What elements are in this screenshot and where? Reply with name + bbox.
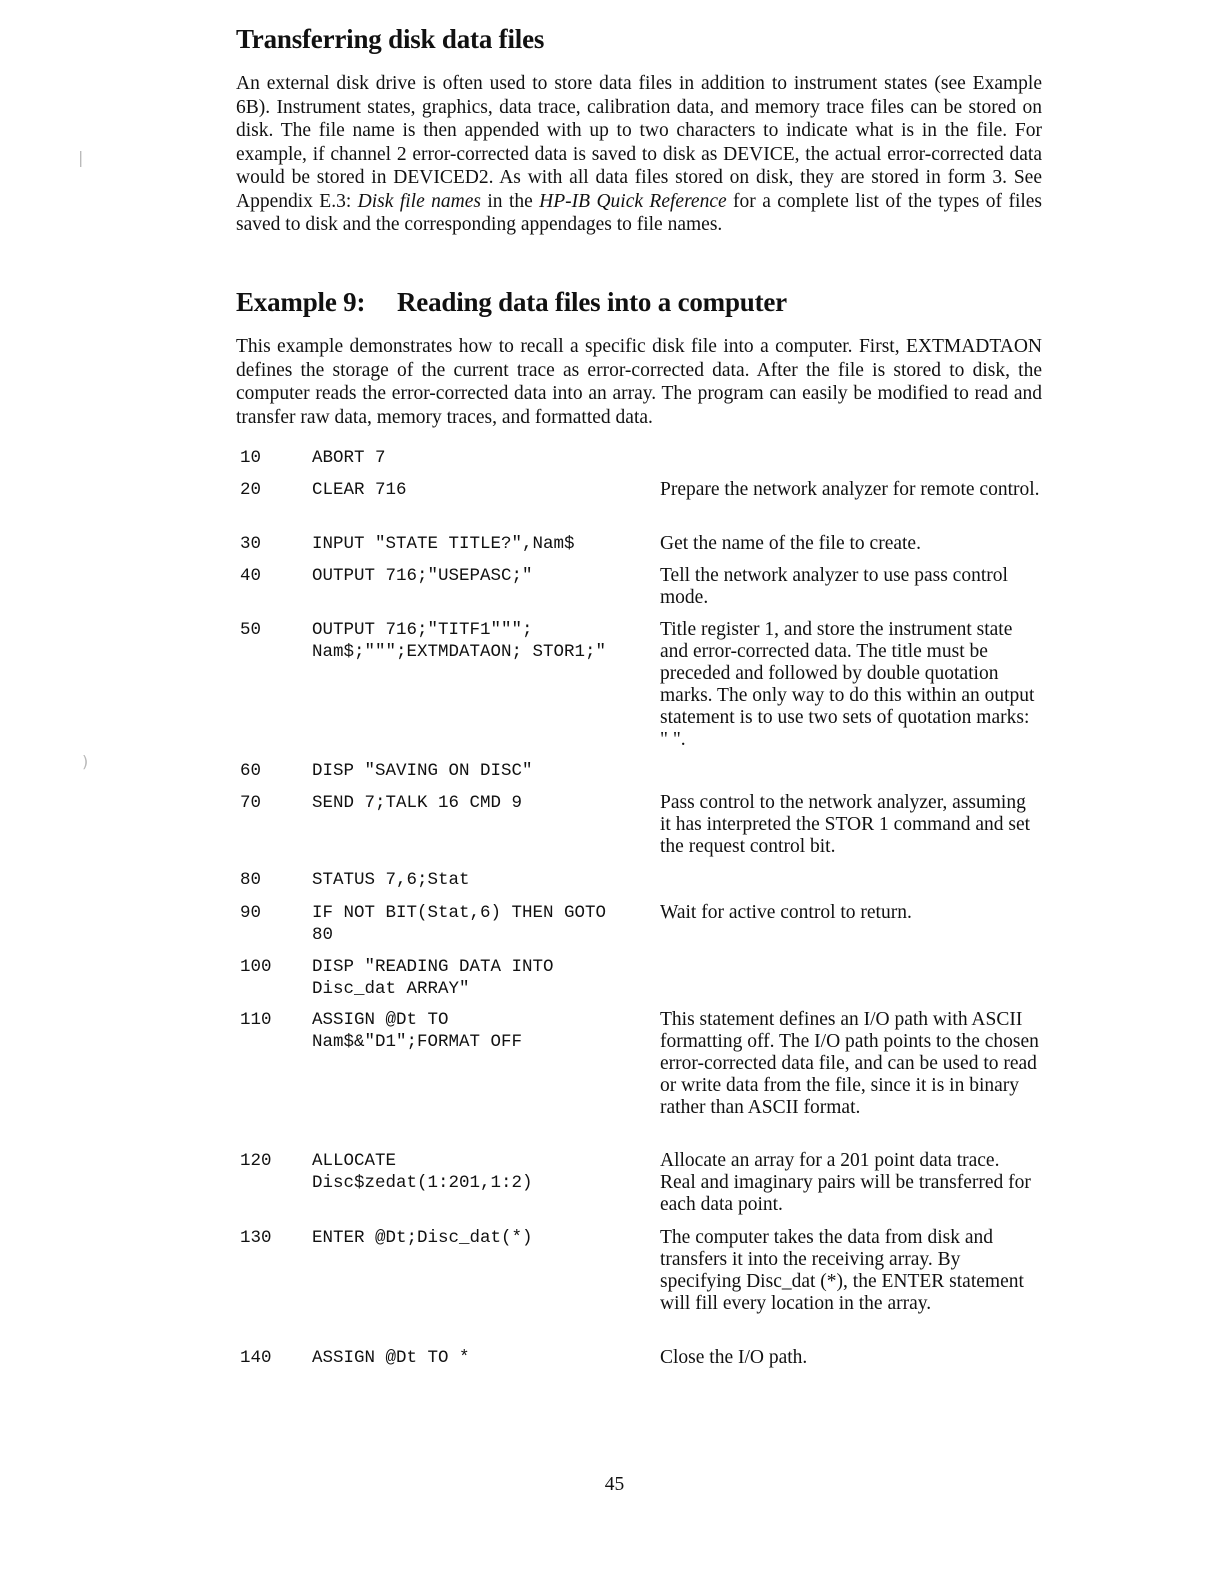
- line-description: Pass control to the network analyzer, assuming it has interpreted the STOR 1 command and set the request control bit.: [660, 792, 1031, 857]
- line-description: The computer takes the data from disk and transfers it into the receiving array. By specifying Disc_dat (*), the ENTER statement will fill every location in the array.: [660, 1227, 1024, 1314]
- code-statement: ABORT 7: [312, 448, 386, 468]
- page-number: 45: [604, 1474, 625, 1495]
- line-number: 120: [240, 1151, 272, 1171]
- line-number: 60: [240, 761, 262, 781]
- code-statement: ENTER @Dt;Disc_dat(*): [312, 1228, 533, 1248]
- code-statement: DISP "SAVING ON DISC": [312, 761, 533, 781]
- section-heading-transferring: Transferring disk data files: [236, 24, 545, 54]
- code-statement: ASSIGN @Dt TO Nam$&"D1";FORMAT OFF: [312, 1010, 523, 1052]
- line-description: Allocate an array for a 201 point data trace. Real and imaginary pairs will be transferred for each data point.: [660, 1150, 1031, 1215]
- code-statement: CLEAR 716: [312, 480, 407, 500]
- line-description: Get the name of the file to create.: [660, 533, 921, 554]
- line-number: 110: [240, 1010, 272, 1030]
- code-statement: OUTPUT 716;"USEPASC;": [312, 566, 533, 586]
- line-description: Prepare the network analyzer for remote control.: [660, 479, 1040, 500]
- line-number: 40: [240, 566, 262, 586]
- line-number: 140: [240, 1348, 272, 1368]
- line-number: 70: [240, 793, 262, 813]
- code-statement: SEND 7;TALK 16 CMD 9: [312, 793, 523, 813]
- example-title: Reading data files into a computer: [397, 287, 787, 317]
- example-number: Example 9:: [236, 287, 366, 317]
- paragraph-text: for a complete list of the types of files saved to disk and the corresponding appendages to file names.: [236, 190, 1043, 235]
- scan-artifact: |: [78, 148, 84, 167]
- code-statement: INPUT "STATE TITLE?",Nam$: [312, 534, 575, 554]
- italic-term: Disk file names: [357, 190, 481, 212]
- line-description: Wait for active control to return.: [660, 902, 912, 923]
- scan-artifact: ): [82, 752, 89, 771]
- code-statement: IF NOT BIT(Stat,6) THEN GOTO 80: [312, 903, 607, 945]
- line-number: 80: [240, 870, 262, 890]
- line-number: 90: [240, 903, 262, 923]
- line-number: 20: [240, 480, 262, 500]
- code-statement: OUTPUT 716;"TITF1"""; Nam$;""";EXTMDATAON; STOR1;": [312, 620, 607, 662]
- example-paragraph: This example demonstrates how to recall a specific disk file into a computer. First, EXTMADTAON defines the storage of the current trace as error-corrected data. After the file is stored to disk, the computer reads the error-corrected data into an array. The program can easily be modified to read and transfer raw data, memory traces, and formatted data.: [236, 336, 1042, 428]
- line-description: Title register 1, and store the instrument state and error-corrected data. The title must be preceded and followed by double quotation marks. The only way to do this within an output statement is to use two sets of quotation marks: " ".: [660, 619, 1035, 750]
- line-number: 100: [240, 957, 272, 977]
- line-number: 10: [240, 448, 262, 468]
- line-description: Close the I/O path.: [660, 1347, 808, 1368]
- line-description: Tell the network analyzer to use pass control mode.: [660, 565, 1008, 608]
- paragraph-text: in the: [480, 190, 540, 212]
- code-statement: ALLOCATE Disc$zedat(1:201,1:2): [312, 1151, 533, 1193]
- line-number: 130: [240, 1228, 272, 1248]
- example-heading: [236, 287, 787, 318]
- line-number: 50: [240, 620, 262, 640]
- section-paragraph-transferring: [236, 72, 1042, 237]
- code-statement: DISP "READING DATA INTO Disc_dat ARRAY": [312, 957, 554, 999]
- paragraph-text: An external disk drive is often used to store data files in addition to instrument states (see Example 6B). Instrument states, graphics, data trace, calibration data, and memory trace files can be stored on disk. The file name is then appended with up to two characters to indicate what is in the file. For example, if channel 2 error-corrected data is saved to disk as DEVICE, the actual error-corrected data would be stored in DEVICED2. As with all data files stored on disk, they are stored in form 3. See Appendix E.3:: [236, 73, 1042, 212]
- code-statement: ASSIGN @Dt TO *: [312, 1348, 470, 1368]
- line-description: This statement defines an I/O path with ASCII formatting off. The I/O path points to the chosen error-corrected data file, and can be used to read or write data from the file, since it is in binary rather than ASCII format.: [660, 1009, 1039, 1118]
- code-statement: STATUS 7,6;Stat: [312, 870, 470, 890]
- italic-reference: HP-IB Quick Reference: [539, 190, 727, 212]
- line-number: 30: [240, 534, 262, 554]
